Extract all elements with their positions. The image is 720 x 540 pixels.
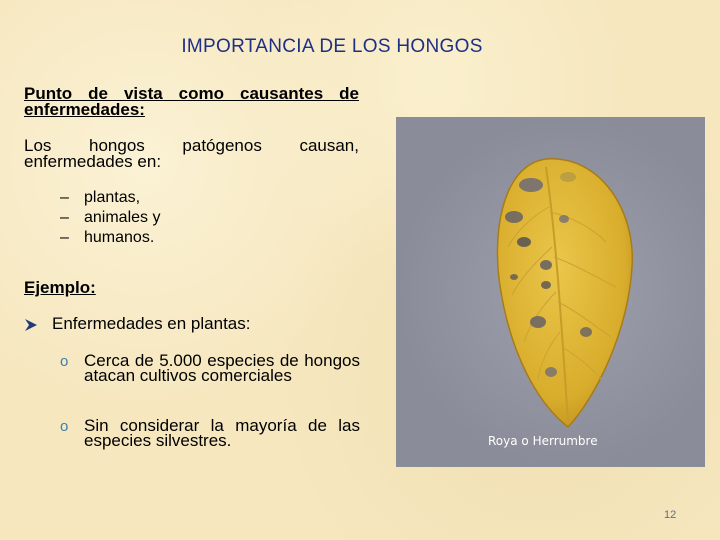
list-item: – humanos. <box>60 228 160 248</box>
slide-title: IMPORTANCIA DE LOS HONGOS <box>181 36 483 57</box>
sub-bullet-text: Sin considerar la mayoría de las especies silvestres. <box>84 416 360 450</box>
leaf-photo <box>396 117 705 467</box>
example-label: Ejemplo: <box>24 278 96 297</box>
circle-bullet-icon: o <box>60 353 69 370</box>
sub-bullet-item <box>60 418 360 448</box>
section-heading: Punto de vista como causantes de enfermedades: <box>24 84 359 119</box>
list-item: – plantas, <box>60 188 160 208</box>
rust-leaf-illustration <box>396 117 705 467</box>
arrow-bullet-item <box>24 314 250 334</box>
sub-bullet-item <box>60 353 360 383</box>
intro-text: Los hongos patógenos causan, enfermedades en: <box>24 136 359 171</box>
arrow-bullet-icon <box>24 317 38 331</box>
sub-bullet-text: Cerca de 5.000 especies de hongos atacan cultivos comerciales <box>84 351 360 385</box>
arrow-bullet-text: Enfermedades en plantas: <box>52 314 251 333</box>
page-number: 12 <box>664 509 677 521</box>
photo-caption: Roya o Herrumbre <box>488 434 598 448</box>
circle-bullet-icon: o <box>60 418 69 435</box>
list-item: – animales y <box>60 208 160 228</box>
affected-list <box>60 188 160 248</box>
